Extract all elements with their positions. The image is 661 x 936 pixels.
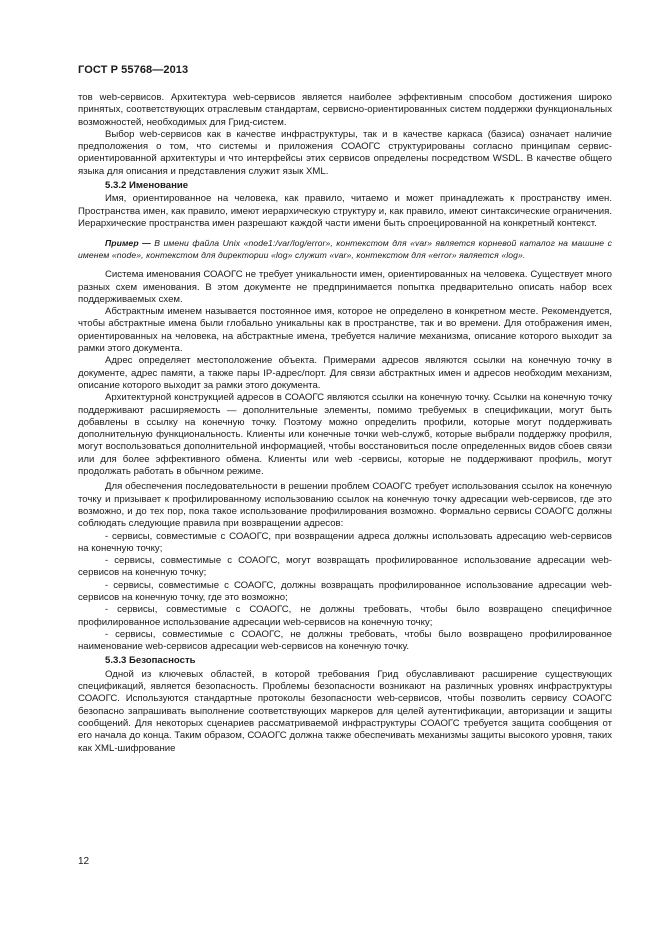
paragraph-9: Одной из ключевых областей, в которой требования Грид обуславливают расширение существующих спецификаций, является безопасность. Проблемы безопасности возникают на различных уровнях инфраструктуры СОАОГС. Используются стандартные протоколы безопасности web-сервисов, чтобы позволить сервису СОАОГС безопасно запрашивать выполнение соответствующих маркеров для целей аутентификации, авторизации и защиты сообщений. Для некоторых сценариев рассматриваемой инфраструктуры СОАОГС требуется защита сообщения от его начала до конца. Таким образом, СОАОГС должна также обеспечивать механизмы защиты высокого уровня, таких как XML-шифрование xyxy=(78,668,612,754)
page-number: 12 xyxy=(78,856,90,867)
example-note xyxy=(78,238,612,261)
paragraph-6: Адрес определяет местоположение объекта. Примерами адресов являются ссылки на конечную точку в документе, адрес памяти, а также пары IP-адрес/порт. Для связи абстрактных имен и адресов необходим механизм, описание которого выходит за рамки этого документа. xyxy=(78,355,612,391)
example-lead: Пример — xyxy=(105,238,151,249)
paragraph-7: Архитектурной конструкцией адресов в СОАОГС являются ссылки на конечную точку. Ссылки на конечную точку поддерживают расширяемость — дополнительные элементы, помимо требуемых в спецификации, могут быть добавлены в ссылку на конечную точку. Поэтому можно определить профили, которые могут поддерживать дополнительную функциональность. Клиенты или конечные точки web-служб, которые выбрали поддержку профиля, могут воспользоваться дополнительной информацией, чтобы восстановиться после определенных видов сбоев связи или для более эффективного обмена. Клиенты или web -сервисы, которые не поддерживают профиль, могут продолжать работать в обычном режиме. xyxy=(78,392,612,478)
section-heading-5-3-3: 5.3.3 Безопасность xyxy=(105,655,196,667)
paragraph-2: Выбор web-сервисов как в качестве инфраструктуры, так и в качестве каркаса (базиса) означает наличие предположения о том, что системы и приложения СОАОГС структурированы согласно принципам сервис-ориентированной архитектуры и что интерфейсы этих сервисов определены посредством WSDL. В качестве общего языка для описания и представления служит язык XML. xyxy=(78,128,612,177)
paragraph-8: Для обеспечения последовательности в решении проблем СОАОГС требует использования ссылок на конечную точку и призывает к профилированному использованию ссылок на конечную точку адресации web-сервисов, где это возможно, и до тех пор, пока такое использование профилирования возможно. Формально сервисы СОАОГС должны соблюдать следующие правила при возвращении адресов: xyxy=(78,481,612,530)
list-item-3: - сервисы, совместимые с СОАОГС, должны возвращать профилированное использование адресации web-сервисов на конечную точку, где это возможно; xyxy=(78,579,612,603)
paragraph-5: Абстрактным именем называется постоянное имя, которое не определено в конкретном месте. Рекомендуется, чтобы абстрактные имена были глобально уникальны как в пространстве, так и во времени. Для отображения имен, ориентированных на человека, на абстрактные имена, требуется наличие механизма, описание которого выходит за рамки этого документа. xyxy=(78,306,612,355)
paragraph-3: Имя, ориентированное на человека, как правило, читаемо и может принадлежать к пространству имен. Пространства имен, как правило, имеют иерархическую структуру и, как правило, имеют синтаксические ограничения. Иерархические пространства имен разрешают каждой части имени быть спроецированной на конкретный контекст. xyxy=(78,193,612,229)
document-header: ГОСТ Р 55768—2013 xyxy=(78,64,189,76)
list-item-2: - сервисы, совместимые с СОАОГС, могут возвращать профилированное использование адресации web-сервисов на конечную точку; xyxy=(78,555,612,579)
list-item-1: - сервисы, совместимые с СОАОГС, при возвращении адреса должны использовать адресацию web-сервисов на конечную точку; xyxy=(78,530,612,554)
list-item-5: - сервисы, совместимые с СОАОГС, не должны требовать, чтобы было возвращено профилированное наименование web-сервисов адресации web-сервисов на конечную точку. xyxy=(78,628,612,653)
list-item-4: - сервисы, совместимые с СОАОГС, не должны требовать, чтобы было возвращено специфичное профилированное использование адресации web-сервисов на конечную точку; xyxy=(78,604,612,628)
paragraph-1: тов web-сервисов. Архитектура web-сервисов является наиболее эффективным способом достижения широко принятых, соответствующих отраслевым стандартам, сервисно-ориентированных систем поддержки функциональных возможностей, необходимых для Грид-систем. xyxy=(78,92,612,128)
example-text: В имени файла Unix «node1:/var/log/error», контекстом для «var» является корневой каталог на машине с именем «node», контекстом для директории «log» служит «var», контекстом для «error» является «log». xyxy=(78,238,612,260)
paragraph-4: Система именования СОАОГС не требует уникальности имен, ориентированных на человека. Существует много разных схем именования. В этом документе не предпринимается попытка предварительно описать набор всех поддерживаемых схем. xyxy=(78,269,612,305)
section-heading-5-3-2: 5.3.2 Именование xyxy=(105,180,189,192)
document-page xyxy=(78,64,612,755)
